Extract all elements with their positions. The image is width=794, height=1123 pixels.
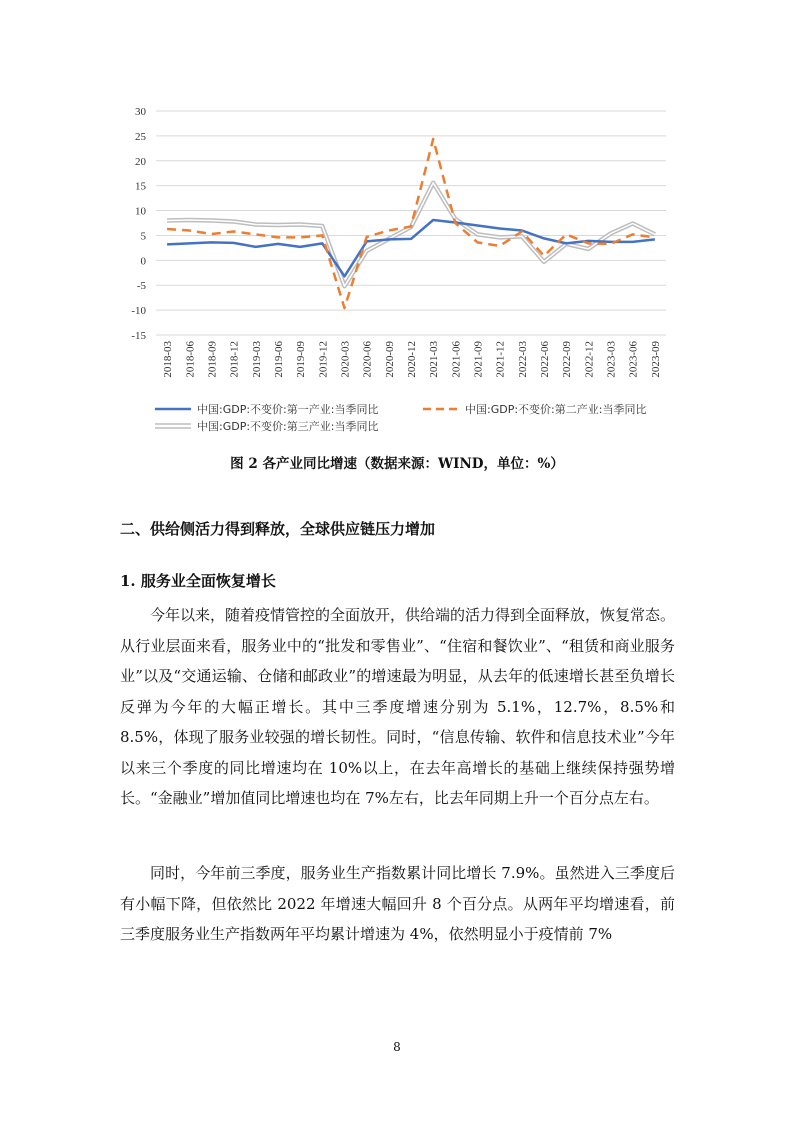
x-tick-label: 2023-06 <box>627 341 640 378</box>
series-line-tertiary-outer <box>167 183 655 287</box>
y-tick-label: 15 <box>135 180 146 193</box>
x-tick-label: 2019-06 <box>272 341 285 378</box>
subsection-heading: 1. 服务业全面恢复增长 <box>120 572 276 590</box>
x-tick-label: 2022-09 <box>561 341 574 378</box>
series-line-tertiary-inner <box>167 183 655 287</box>
chart-series-lines <box>167 139 655 308</box>
x-tick-label: 2023-03 <box>605 341 618 378</box>
x-tick-label: 2018-12 <box>228 341 241 378</box>
x-tick-label: 2022-03 <box>516 341 529 378</box>
y-tick-label: -15 <box>131 330 146 342</box>
x-tick-label: 2021-06 <box>450 341 463 378</box>
x-tick-label: 2020-12 <box>406 341 418 378</box>
y-tick-label: -10 <box>131 305 146 318</box>
legend-label-primary: 中国:GDP:不变价:第一产业:当季同比 <box>197 403 379 416</box>
industry-growth-chart <box>0 0 794 400</box>
x-tick-label: 2018-06 <box>184 341 197 378</box>
y-tick-label: -5 <box>136 280 146 293</box>
x-tick-label: 2019-09 <box>295 341 308 378</box>
legend-label-tertiary: 中国:GDP:不变价:第三产业:当季同比 <box>197 420 379 433</box>
legend-swatch-tertiary <box>155 422 191 430</box>
x-tick-label: 2022-06 <box>539 341 552 378</box>
page-number: 8 <box>393 1040 401 1054</box>
x-tick-label: 2020-03 <box>339 341 352 378</box>
x-tick-label: 2018-03 <box>162 341 175 378</box>
y-tick-label: 10 <box>135 205 146 218</box>
y-tick-label: 20 <box>135 155 146 168</box>
x-axis-ticks <box>162 341 662 378</box>
x-tick-label: 2021-09 <box>472 341 485 378</box>
legend-item-secondary <box>423 401 646 417</box>
x-tick-label: 2020-09 <box>383 341 396 378</box>
y-axis-ticks <box>131 106 146 342</box>
x-tick-label: 2023-09 <box>649 341 662 378</box>
legend-item-tertiary <box>155 418 378 434</box>
x-tick-label: 2020-06 <box>361 341 374 378</box>
x-tick-label: 2021-03 <box>428 341 441 378</box>
body-paragraph-1: 今年以来，随着疫情管控的全面放开，供给端的活力得到全面释放，恢复常态。从行业层面来看，服务业中的“批发和零售业”、“住宿和餐饮业”、“租赁和商业服务业”以及“交通运输、仓储和邮政业”的增速最为明显，从去年的低速增长甚至负增长反弹为今年的大幅正增长。其中三季度增速分别为 5.1%，12.7%，8.5%和 8.5%，体现了服务业较强的增长韧性。同时，“信息传输、软件和信息技术业”今年以来三个季度的同比增速均在 10%以上，在去年高增长的基础上继续保持强势增长。“金融业”增加值同比增速也均在 7%左右，比去年同期上升一个百分点左右。 <box>120 606 676 807</box>
legend-item-primary <box>155 401 378 417</box>
legend-swatch-secondary <box>423 405 459 413</box>
y-tick-label: 5 <box>140 230 146 243</box>
x-tick-label: 2018-09 <box>206 341 219 378</box>
x-tick-label: 2019-03 <box>250 341 263 378</box>
x-tick-label: 2022-12 <box>583 341 596 378</box>
y-tick-label: 25 <box>135 130 146 143</box>
y-tick-label: 0 <box>140 255 146 268</box>
y-tick-label: 30 <box>135 106 146 118</box>
x-tick-label: 2019-12 <box>317 341 330 378</box>
body-paragraph-2: 同时，今年前三季度，服务业生产指数累计同比增长 7.9%。虽然进入三季度后有小幅下降，但依然比 2022 年增速大幅回升 8 个百分点。从两年平均增速看，前三季度服务业生产指数两年平均累计增速为 4%，依然明显小于疫情前 7% <box>120 864 675 943</box>
section-heading: 二、供给侧活力得到释放，全球供应链压力增加 <box>120 520 436 538</box>
figure-caption: 图 2 各产业同比增速（数据来源：WIND，单位：%） <box>230 456 564 472</box>
legend-swatch-primary <box>155 405 191 413</box>
x-tick-label: 2021-12 <box>494 341 507 378</box>
legend-label-secondary: 中国:GDP:不变价:第二产业:当季同比 <box>465 403 647 416</box>
